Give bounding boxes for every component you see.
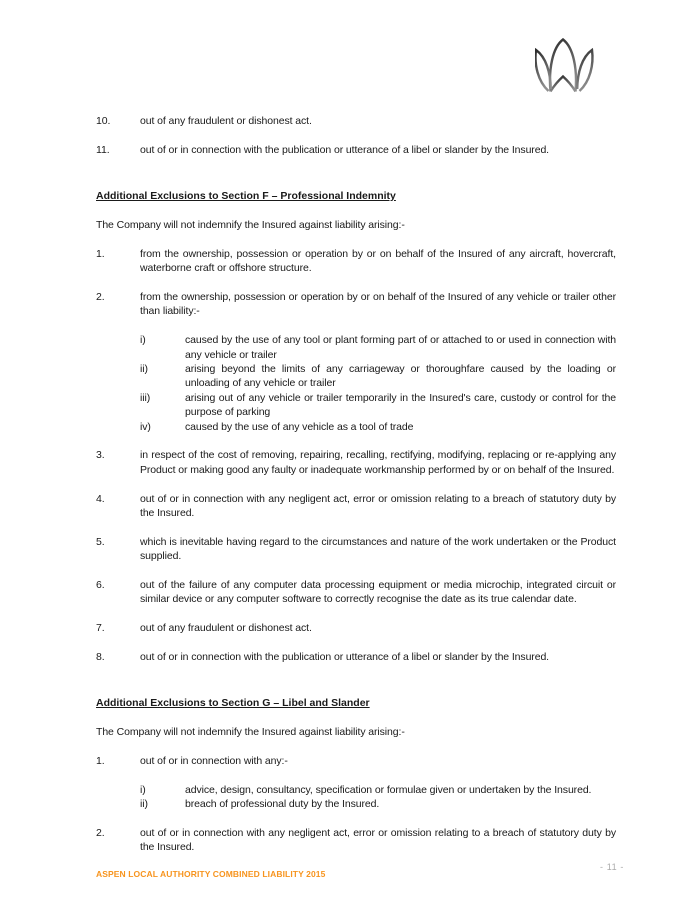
list-item — [96, 290, 616, 319]
subitem-number: iv) — [140, 420, 151, 433]
aspen-logo-icon — [535, 38, 595, 95]
sub-list — [140, 333, 616, 434]
item-number: 10. — [96, 115, 111, 127]
item-number: 8. — [96, 651, 105, 664]
sub-item — [140, 391, 616, 420]
sub-item — [140, 420, 616, 434]
intro-paragraph: The Company will not indemnify the Insured against liability arising:- — [96, 726, 405, 739]
item-text: out of any fraudulent or dishonest act. — [140, 115, 312, 127]
section-heading-g: Additional Exclusions to Section G – Libel and Slander — [96, 697, 370, 710]
item-text: out of or in connection with any negligent act, error or omission relating to a breach of statutory duty by the Insured. — [140, 827, 616, 854]
page-number: - 11 - — [600, 862, 624, 872]
list-item — [96, 754, 616, 768]
subitem-number: i) — [140, 334, 146, 347]
item-text: out of any fraudulent or dishonest act. — [140, 622, 312, 635]
item-text: out of or in connection with the publication or utterance of a libel or slander by the Insured. — [140, 651, 550, 664]
item-text: out of or in connection with the publication or utterance of a libel or slander by the Insured. — [140, 143, 550, 156]
list-item — [96, 114, 616, 128]
intro-paragraph: The Company will not indemnify the Insured against liability arising:- — [96, 219, 405, 231]
subitem-text: arising beyond the limits of any carriageway or thoroughfare caused by the loading or unloading of any vehicle or trailer — [185, 363, 616, 390]
subitem-number: i) — [140, 783, 146, 796]
subitem-text: arising out of any vehicle or trailer temporarily in the Insured's care, custody or control for the purpose of parking — [185, 391, 616, 419]
item-text: from the ownership, possession or operation by or on behalf of the Insured of any aircraft, hovercraft, waterborne craft or offshore structure. — [140, 247, 616, 275]
list-item — [96, 247, 616, 276]
item-text: which is inevitable having regard to the circumstances and nature of the work undertaken or the Product supplied. — [140, 535, 616, 563]
sub-item — [140, 362, 616, 391]
list-item — [96, 826, 616, 855]
item-text: out of or in connection with any:- — [140, 755, 288, 768]
item-number: 6. — [96, 579, 105, 592]
subitem-text: breach of professional duty by the Insured. — [185, 798, 380, 811]
subitem-number: ii) — [140, 363, 148, 376]
subitem-number: ii) — [140, 798, 148, 811]
item-number: 2. — [96, 291, 105, 303]
sub-item — [140, 797, 616, 811]
item-number: 1. — [96, 247, 105, 260]
sub-item — [140, 783, 616, 797]
item-number: 2. — [96, 827, 105, 840]
item-number: 3. — [96, 449, 105, 462]
list-item — [96, 448, 616, 477]
sub-item — [140, 333, 616, 362]
item-number: 4. — [96, 492, 105, 505]
list-item — [96, 578, 616, 607]
item-number: 11. — [96, 143, 110, 156]
subitem-text: advice, design, consultancy, specification or formulae given or undertaken by the Insured. — [185, 783, 592, 796]
subitem-number: iii) — [140, 391, 151, 404]
list-item — [96, 143, 616, 157]
subitem-text: caused by the use of any tool or plant forming part of or attached to or used in connection with any vehicle or trailer — [185, 334, 616, 361]
subitem-text: caused by the use of any vehicle as a tool of trade — [185, 420, 414, 433]
footer-doc-ref: ASPEN LOCAL AUTHORITY COMBINED LIABILITY 2015 — [96, 869, 326, 879]
item-text: out of the failure of any computer data processing equipment or media microchip, integrated circuit or similar device or any computer software to correctly recognise the date as its true calendar date. — [140, 579, 616, 606]
list-item — [96, 535, 616, 564]
item-number: 1. — [96, 755, 105, 768]
list-item — [96, 650, 616, 664]
item-text: in respect of the cost of removing, repairing, recalling, rectifying, modifying, replacing or re-applying any Product or making good any faulty or inadequate workmanship performed by or on behalf of the Insured. — [140, 449, 616, 476]
sub-list — [140, 783, 616, 812]
item-text: out of or in connection with any negligent act, error or omission relating to a breach of statutory duty by the Insured. — [140, 492, 616, 520]
item-text: from the ownership, possession or operation by or on behalf of the Insured of any vehicle or trailer other than liability:- — [140, 291, 616, 318]
item-number: 5. — [96, 535, 105, 548]
list-item — [96, 621, 616, 635]
list-item — [96, 492, 616, 521]
section-heading-f: Additional Exclusions to Section F – Professional Indemnity — [96, 190, 396, 203]
document-body — [96, 114, 616, 855]
item-number: 7. — [96, 622, 105, 635]
